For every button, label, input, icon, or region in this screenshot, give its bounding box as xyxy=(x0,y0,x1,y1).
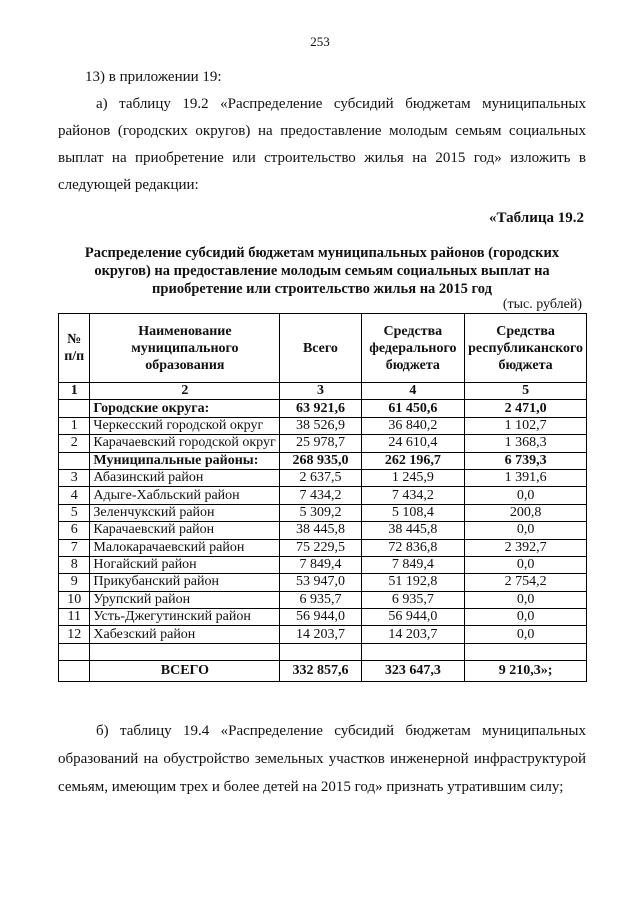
row-federal: 14 203,7 xyxy=(361,626,465,643)
row-total: 53 947,0 xyxy=(280,574,361,591)
row-federal: 5 108,4 xyxy=(361,504,465,521)
row-total: 75 229,5 xyxy=(280,539,361,556)
district-group-row xyxy=(59,452,587,469)
table-cell xyxy=(90,643,280,660)
row-number: 1 xyxy=(59,417,90,434)
row-federal: 7 434,2 xyxy=(361,487,465,504)
group-total: 63 921,6 xyxy=(280,400,361,417)
row-total: 38 526,9 xyxy=(280,417,361,434)
row-number: 12 xyxy=(59,626,90,643)
column-number: 2 xyxy=(90,383,280,400)
row-total: 25 978,7 xyxy=(280,435,361,452)
group-republic: 2 471,0 xyxy=(465,400,587,417)
paragraph-a: а) таблицу 19.2 «Распределение субсидий бюджетам муниципальных районов (городских округов) на предоставление молодым семьям социальных выплат на приобретение или строительство жилья на 2015 год» изложить в следующей редакции: xyxy=(58,96,586,193)
row-name: Урупский район xyxy=(90,591,280,608)
district-rows xyxy=(59,469,587,643)
row-name: Карачаевский район xyxy=(90,522,280,539)
row-total: 7 849,4 xyxy=(280,556,361,573)
row-number: 7 xyxy=(59,539,90,556)
table-header-row xyxy=(59,314,587,383)
table-cell xyxy=(465,643,587,660)
table-row xyxy=(59,504,587,521)
row-number: 9 xyxy=(59,574,90,591)
paragraph-b: б) таблицу 19.4 «Распределение субсидий бюджетам муниципальных образований на обустройство земельных участков инженерной инфраструктурой семьям, имеющим трех и более детей на 2015 год» признать утратившим силу; xyxy=(58,723,586,795)
column-numbers-row xyxy=(59,383,587,400)
row-federal: 51 192,8 xyxy=(361,574,465,591)
column-number: 1 xyxy=(59,383,90,400)
table-row xyxy=(59,556,587,573)
header-republic: Средства республиканского бюджета xyxy=(465,314,587,383)
group-federal: 262 196,7 xyxy=(361,452,465,469)
urban-rows xyxy=(59,417,587,452)
table-row xyxy=(59,539,587,556)
header-num: № п/п xyxy=(59,314,90,383)
grand-total-republic: 9 210,3»; xyxy=(465,661,587,682)
row-number: 4 xyxy=(59,487,90,504)
header-federal: Средства федерального бюджета xyxy=(361,314,465,383)
group-name: Городские округа: xyxy=(90,400,280,417)
row-republic: 0,0 xyxy=(465,609,587,626)
table-cell xyxy=(59,452,90,469)
row-republic: 0,0 xyxy=(465,556,587,573)
grand-total-federal: 323 647,3 xyxy=(361,661,465,682)
table-cell xyxy=(361,643,465,660)
row-name: Адыге-Хабльский район xyxy=(90,487,280,504)
table-cell xyxy=(59,661,90,682)
row-republic: 0,0 xyxy=(465,487,587,504)
row-republic: 200,8 xyxy=(465,504,587,521)
row-total: 14 203,7 xyxy=(280,626,361,643)
row-republic: 0,0 xyxy=(465,626,587,643)
table-row xyxy=(59,626,587,643)
row-name: Зеленчукский район xyxy=(90,504,280,521)
row-number: 10 xyxy=(59,591,90,608)
group-federal: 61 450,6 xyxy=(361,400,465,417)
grand-total-row xyxy=(59,661,587,682)
row-name: Хабезский район xyxy=(90,626,280,643)
row-name: Малокарачаевский район xyxy=(90,539,280,556)
row-republic: 0,0 xyxy=(465,522,587,539)
table-row xyxy=(59,591,587,608)
row-total: 2 637,5 xyxy=(280,469,361,486)
row-republic: 1 391,6 xyxy=(465,469,587,486)
table-row xyxy=(59,417,587,434)
table-row xyxy=(59,574,587,591)
row-total: 7 434,2 xyxy=(280,487,361,504)
group-republic: 6 739,3 xyxy=(465,452,587,469)
table-title: Распределение субсидий бюджетам муниципальных районов (городских округов) на предоставление молодым семьям социальных выплат на приобретение или строительство жилья на 2015 год xyxy=(84,245,560,297)
table-cell xyxy=(59,400,90,417)
row-republic: 1 102,7 xyxy=(465,417,587,434)
row-republic: 2 754,2 xyxy=(465,574,587,591)
header-total: Всего xyxy=(280,314,361,383)
row-federal: 36 840,2 xyxy=(361,417,465,434)
row-name: Черкесский городской округ xyxy=(90,417,280,434)
grand-total-label: ВСЕГО xyxy=(90,661,280,682)
table-cell xyxy=(280,643,361,660)
row-federal: 38 445,8 xyxy=(361,522,465,539)
row-number: 2 xyxy=(59,435,90,452)
row-federal: 24 610,4 xyxy=(361,435,465,452)
row-total: 56 944,0 xyxy=(280,609,361,626)
row-name: Прикубанский район xyxy=(90,574,280,591)
row-federal: 1 245,9 xyxy=(361,469,465,486)
table-row xyxy=(59,609,587,626)
group-name: Муниципальные районы: xyxy=(90,452,280,469)
table-label: «Таблица 19.2 xyxy=(489,210,584,226)
table-cell xyxy=(59,643,90,660)
row-federal: 6 935,7 xyxy=(361,591,465,608)
header-name: Наименование муниципального образования xyxy=(90,314,280,383)
table-row xyxy=(59,435,587,452)
unit-label: (тыс. рублей) xyxy=(502,297,582,312)
urban-group-row xyxy=(59,400,587,417)
empty-row xyxy=(59,643,587,660)
row-number: 5 xyxy=(59,504,90,521)
row-total: 6 935,7 xyxy=(280,591,361,608)
row-name: Ногайский район xyxy=(90,556,280,573)
row-total: 5 309,2 xyxy=(280,504,361,521)
subsidy-table xyxy=(58,313,587,682)
row-number: 3 xyxy=(59,469,90,486)
group-total: 268 935,0 xyxy=(280,452,361,469)
row-number: 11 xyxy=(59,609,90,626)
row-total: 38 445,8 xyxy=(280,522,361,539)
row-name: Карачаевский городской округ xyxy=(90,435,280,452)
table-row xyxy=(59,522,587,539)
intro-paragraph: 13) в приложении 19: xyxy=(85,69,222,85)
row-republic: 2 392,7 xyxy=(465,539,587,556)
row-number: 6 xyxy=(59,522,90,539)
page-number: 253 xyxy=(310,34,330,49)
table-row xyxy=(59,469,587,486)
column-number: 4 xyxy=(361,383,465,400)
column-number: 5 xyxy=(465,383,587,400)
row-republic: 1 368,3 xyxy=(465,435,587,452)
row-federal: 56 944,0 xyxy=(361,609,465,626)
row-federal: 7 849,4 xyxy=(361,556,465,573)
row-republic: 0,0 xyxy=(465,591,587,608)
row-federal: 72 836,8 xyxy=(361,539,465,556)
column-number: 3 xyxy=(280,383,361,400)
row-name: Усть-Джегутинский район xyxy=(90,609,280,626)
row-number: 8 xyxy=(59,556,90,573)
row-name: Абазинский район xyxy=(90,469,280,486)
table-row xyxy=(59,487,587,504)
grand-total-total: 332 857,6 xyxy=(280,661,361,682)
